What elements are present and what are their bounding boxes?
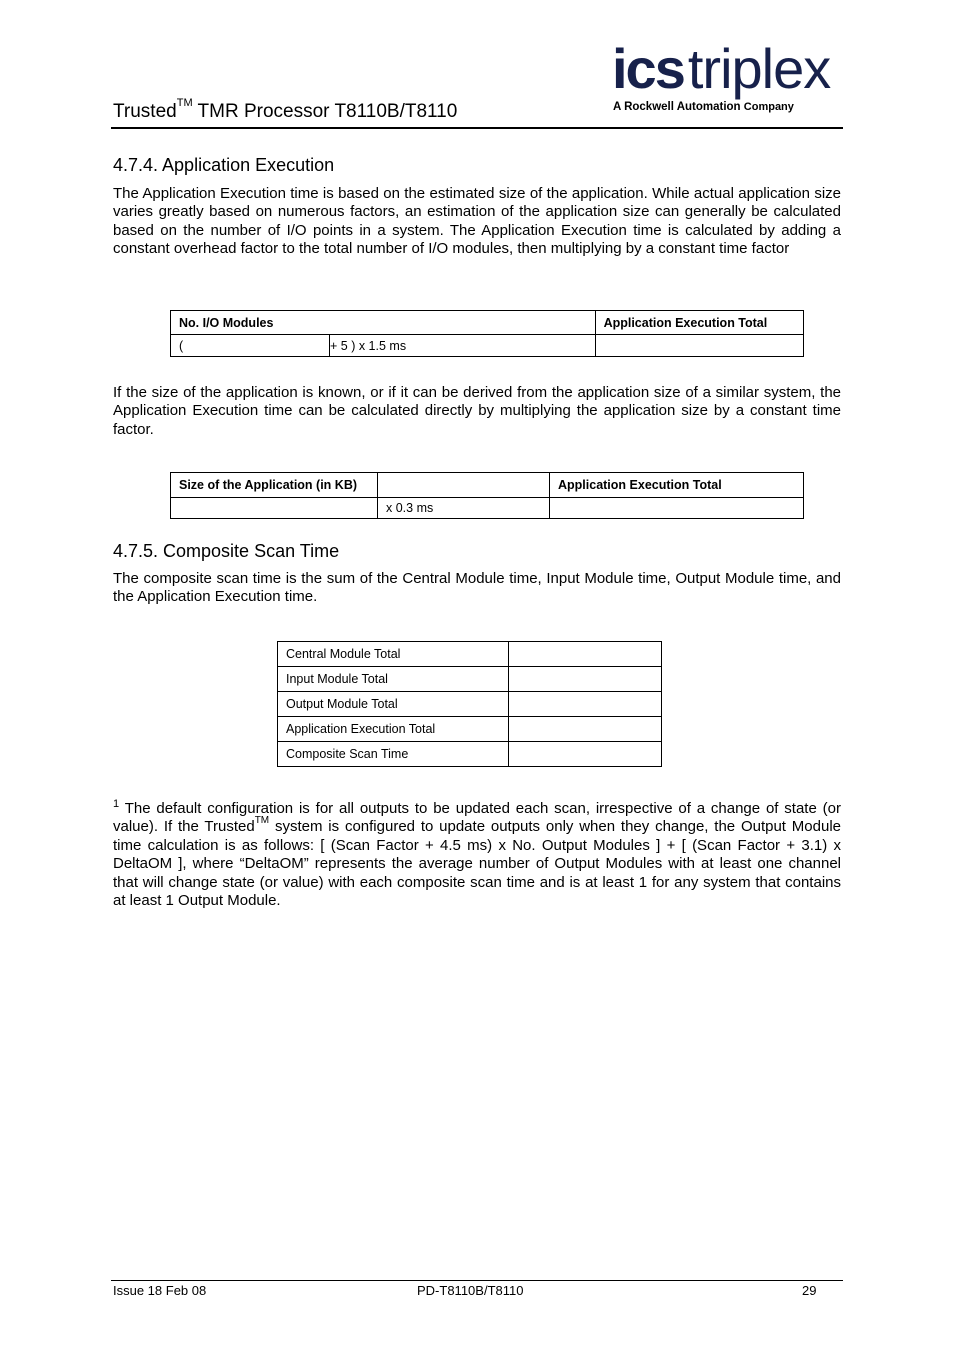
trademark-sup: TM: [254, 815, 270, 827]
footnote-text-part-a: The default configuration is for all outputs to be updated each scan, irrespective of a change of state (or value). If the Trusted: [113, 800, 841, 836]
footer-issue: Issue 18 Feb 08: [113, 1283, 207, 1298]
logo-triplex: triplex: [687, 37, 831, 100]
table-row: [278, 692, 662, 717]
table-row: [278, 667, 662, 692]
row-value[interactable]: [509, 692, 662, 717]
table-row: [171, 498, 804, 519]
table-header-row: [171, 311, 804, 335]
header-cell-app-exec-total: Application Execution Total: [550, 473, 804, 498]
row-value[interactable]: [509, 642, 662, 667]
logo-ics: ics: [612, 37, 684, 100]
header-cell-io-modules: No. I/O Modules: [171, 311, 596, 335]
ics-triplex-logo: [612, 37, 844, 120]
composite-scan-table: [277, 641, 662, 767]
title-rest: TMR Processor T8110B/T8110: [192, 101, 458, 122]
footnote-text-part-b: system is configured to update outputs only when they change, the Output Module time calculation is as follows: [ (Scan Factor + 4.5 ms) x No. Output Modules ] + [ (Scan Factor + 3.1) x DeltaOM ], where “DeltaOM” represents the average number of Output Modules with at least one channel that will change state (or value) with each composite scan time and is at least 1 for any system that contains at least 1 Output Module.: [113, 818, 841, 910]
table-row: [278, 717, 662, 742]
row-label: Output Module Total: [278, 692, 509, 717]
application-size-table: [170, 472, 804, 519]
footnote-marker: 1: [113, 798, 120, 810]
footnote: [113, 800, 841, 910]
trademark-sup: TM: [176, 97, 193, 109]
logo-tagline-text: A Rockwell Automation: [613, 101, 741, 113]
header-cell-app-exec-total: Application Execution Total: [595, 311, 803, 335]
footer-page-number: 29: [802, 1283, 817, 1298]
io-modules-table: [170, 310, 804, 357]
cell-formula: + 5 ) x 1.5 ms: [330, 335, 596, 357]
row-label: Composite Scan Time: [278, 742, 509, 767]
row-label: Central Module Total: [278, 642, 509, 667]
cell-app-exec-total-value[interactable]: [595, 335, 803, 357]
table-row: [278, 742, 662, 767]
application-execution-paragraph: The Application Execution time is based on the estimated size of the application. While actual application size varies greatly based on numerous factors, an estimation of the application size can generally be calculated based on the number of I/O points in a system. The Application Execution time is calculated by adding a constant overhead factor to the total number of I/O modules, then multiplying by a constant time factor: [113, 185, 841, 258]
row-label: Input Module Total: [278, 667, 509, 692]
footer-rule: [111, 1280, 843, 1281]
section-heading-composite-scan-time: 4.7.5. Composite Scan Time: [113, 541, 340, 561]
footer-doc-id: PD-T8110B/T8110: [417, 1283, 524, 1298]
row-value[interactable]: [509, 717, 662, 742]
row-label: Application Execution Total: [278, 717, 509, 742]
header-rule: [111, 127, 843, 129]
row-value[interactable]: [509, 667, 662, 692]
header-cell-app-size: Size of the Application (in KB): [171, 473, 378, 498]
logo-company-text: Company: [743, 101, 794, 113]
cell-app-exec-total-value[interactable]: [550, 498, 804, 519]
application-size-paragraph: If the size of the application is known, or if it can be derived from the application size of a similar system, the Application Execution time can be calculated directly by multiplying the application size by a constant time factor.: [113, 384, 841, 438]
cell-multiplier: x 0.3 ms: [378, 498, 550, 519]
title-prefix: Trusted: [113, 101, 177, 122]
row-value[interactable]: [509, 742, 662, 767]
cell-open-paren: (: [171, 335, 330, 357]
table-header-row: [171, 473, 804, 498]
logo-wordmark: [612, 37, 844, 100]
section-heading-application-execution: 4.7.4. Application Execution: [113, 155, 335, 175]
header-cell-blank: [378, 473, 550, 498]
table-row: [171, 335, 804, 357]
composite-scan-paragraph: The composite scan time is the sum of the Central Module time, Input Module time, Output Module time, and the Application Execution time.: [113, 570, 841, 606]
logo-tagline: [613, 101, 794, 113]
cell-app-size-value[interactable]: [171, 498, 378, 519]
table-row: [278, 642, 662, 667]
document-title: [113, 99, 457, 125]
